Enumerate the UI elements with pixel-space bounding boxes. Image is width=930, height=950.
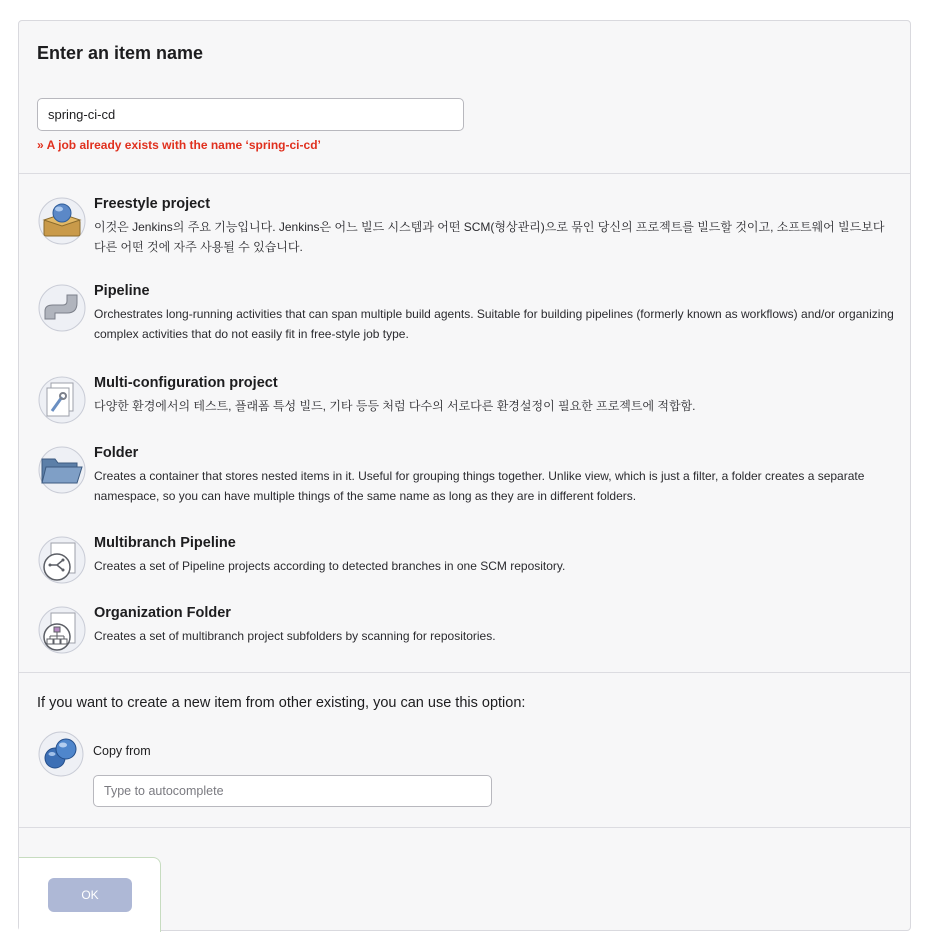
folder-icon [37,445,87,495]
item-type-description: Orchestrates long-running activities that can span multiple build agents. Suitable for building pipelines (formerly known as workflows) and/or organizing complex activities that do not easily fit in free-style job type. [94,307,894,341]
multibranch-pipeline-icon [37,535,87,585]
item-type-title: Multibranch Pipeline [94,535,236,551]
item-name-error: » A job already exists with the name ‘spring-ci-cd’ [37,138,321,152]
form-footer [19,857,161,932]
pipeline-icon [37,283,87,333]
copy-from-label[interactable]: Copy from [93,744,151,758]
item-type-description: Creates a set of multibranch project subfolders by scanning for repositories. [94,629,496,643]
item-type-description: 다양한 환경에서의 테스트, 플래폼 특성 빌드, 기타 등등 처럼 다수의 서로다른 환경설정이 필요한 프로젝트에 적합함. [94,399,696,413]
page-title: Enter an item name [37,43,204,63]
ok-button[interactable]: OK [48,878,132,912]
new-item-panel [18,20,911,931]
item-type-title: Freestyle project [94,196,211,212]
divider [19,827,910,828]
item-type-title: Folder [94,445,139,461]
freestyle-project-icon [37,196,87,246]
item-type-title: Organization Folder [94,605,231,621]
item-type-title: Multi-configuration project [94,375,278,391]
copy-from-icon [37,730,85,778]
copy-from-input[interactable] [93,775,492,807]
item-type-description: Creates a set of Pipeline projects according to detected branches in one SCM repository. [94,559,566,573]
item-name-input[interactable] [37,98,464,131]
item-type-folder[interactable] [37,445,897,509]
item-type-title: Pipeline [94,283,150,299]
item-type-description: Creates a container that stores nested items in it. Useful for grouping things together. Unlike view, which is just a filter, a folder creates a separate namespace, so you can have multiple things of the same name as long as they are in different folders. [94,469,865,503]
item-type-multibranch-pipeline[interactable] [37,535,897,599]
item-type-description: 이것은 Jenkins의 주요 기능입니다. Jenkins은 어느 빌드 시스템과 어떤 SCM(형상관리)으로 묶인 당신의 프로젝트를 빌드할 것이고, 소프트웨어 빌드보다 다른 어떤 것에 자주 사용될 수 있습니다. [94,220,885,254]
item-type-pipeline[interactable] [37,283,897,347]
divider [19,672,910,673]
item-type-freestyle[interactable] [37,196,897,260]
item-type-organization-folder[interactable] [37,605,897,669]
multi-configuration-project-icon [37,375,87,425]
divider [19,173,910,174]
item-type-multi-configuration[interactable] [37,375,897,439]
organization-folder-icon [37,605,87,655]
copy-section-heading: If you want to create a new item from other existing, you can use this option: [37,695,526,711]
